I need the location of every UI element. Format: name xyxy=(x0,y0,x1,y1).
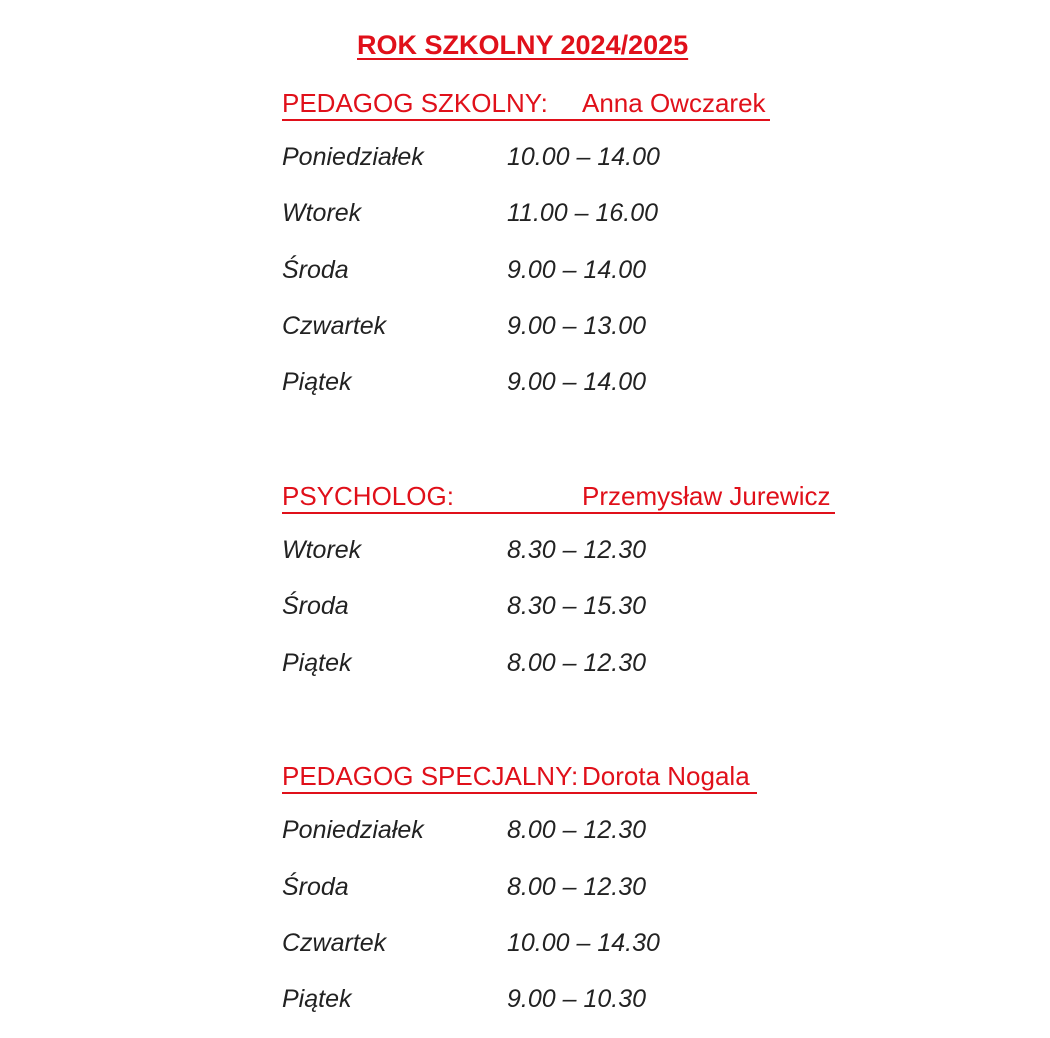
schedule-hours: 9.00 – 14.00 xyxy=(507,368,647,396)
schedule-day: Czwartek xyxy=(282,929,387,957)
schedule-hours: 8.00 – 12.30 xyxy=(507,816,647,844)
schedule-day: Środa xyxy=(282,873,349,901)
schedule-day: Wtorek xyxy=(282,536,362,564)
schedule-day: Środa xyxy=(282,592,349,620)
schedule-hours: 8.30 – 12.30 xyxy=(507,536,647,564)
schedule-day: Piątek xyxy=(282,985,352,1013)
section-role: PEDAGOG SPECJALNY: xyxy=(282,761,579,791)
schedule-hours: 8.00 – 12.30 xyxy=(507,649,647,677)
schedule-hours: 11.00 – 16.00 xyxy=(507,199,659,227)
schedule-hours: 8.30 – 15.30 xyxy=(507,592,647,620)
section-person: Przemysław Jurewicz xyxy=(582,481,831,511)
section-person: Dorota Nogala xyxy=(582,761,750,791)
section-role: PEDAGOG SZKOLNY: xyxy=(282,88,548,118)
schedule-day: Poniedziałek xyxy=(282,143,424,171)
schedule-hours: 10.00 – 14.30 xyxy=(507,929,660,957)
schedule-day: Wtorek xyxy=(282,199,362,227)
schedule-hours: 9.00 – 14.00 xyxy=(507,256,647,284)
schedule-hours: 10.00 – 14.00 xyxy=(507,143,660,171)
schedule-hours: 9.00 – 10.30 xyxy=(507,985,647,1013)
schedule-day: Piątek xyxy=(282,368,352,396)
schedule-day: Poniedziałek xyxy=(282,816,424,844)
section-header-pedagog-specjalny xyxy=(282,761,757,794)
section-header-psycholog xyxy=(282,481,835,514)
schedule-day: Czwartek xyxy=(282,312,387,340)
schedule-day: Piątek xyxy=(282,649,352,677)
schedule-hours: 9.00 – 13.00 xyxy=(507,312,647,340)
section-role: PSYCHOLOG: xyxy=(282,481,454,511)
section-header-pedagog-szkolny xyxy=(282,88,770,121)
section-person: Anna Owczarek xyxy=(582,88,766,118)
page-title: ROK SZKOLNY 2024/2025 xyxy=(357,30,689,60)
schedule-hours: 8.00 – 12.30 xyxy=(507,873,647,901)
schedule-day: Środa xyxy=(282,256,349,284)
